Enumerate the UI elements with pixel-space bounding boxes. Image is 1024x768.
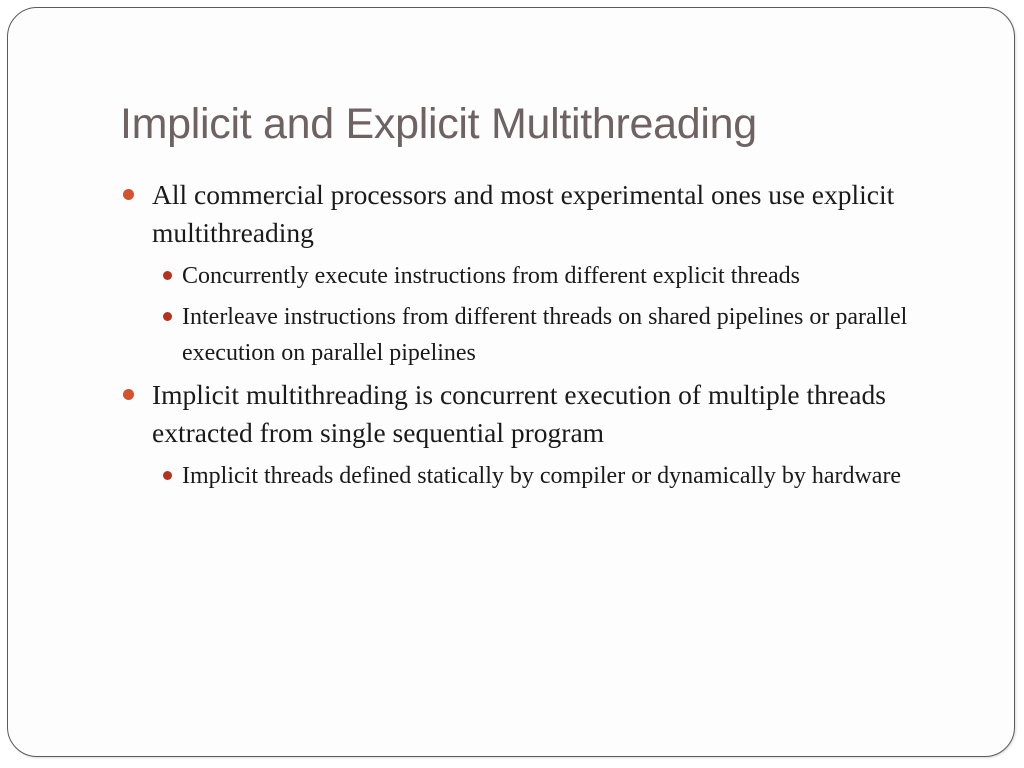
bullet-text: All commercial processors and most experimental ones use explicit multithreading (152, 179, 895, 248)
sub-bullet-text: Implicit threads defined statically by compiler or dynamically by hardware (182, 463, 902, 489)
sub-bullet-text: Concurrently execute instructions from different explicit threads (182, 263, 801, 289)
bullet-item (120, 376, 980, 452)
sub-bullet-text: Interleave instructions from different threads on shared pipelines or parallel execution on parallel pipelines (182, 304, 908, 366)
bullet-dot-icon (123, 389, 134, 400)
bullet-item (120, 176, 980, 252)
sub-bullet-item (120, 299, 980, 371)
bullet-list (120, 176, 980, 499)
sub-bullet-dot-icon (163, 271, 172, 280)
bullet-text: Implicit multithreading is concurrent execution of multiple threads extracted from single sequential program (152, 379, 886, 448)
slide-title: Implicit and Explicit Multithreading (120, 100, 757, 148)
slide-frame (7, 7, 1015, 757)
bullet-dot-icon (123, 189, 134, 200)
sub-bullet-item (120, 258, 980, 294)
sub-bullet-item (120, 458, 980, 494)
sub-bullet-dot-icon (163, 312, 172, 321)
sub-bullet-dot-icon (163, 471, 172, 480)
